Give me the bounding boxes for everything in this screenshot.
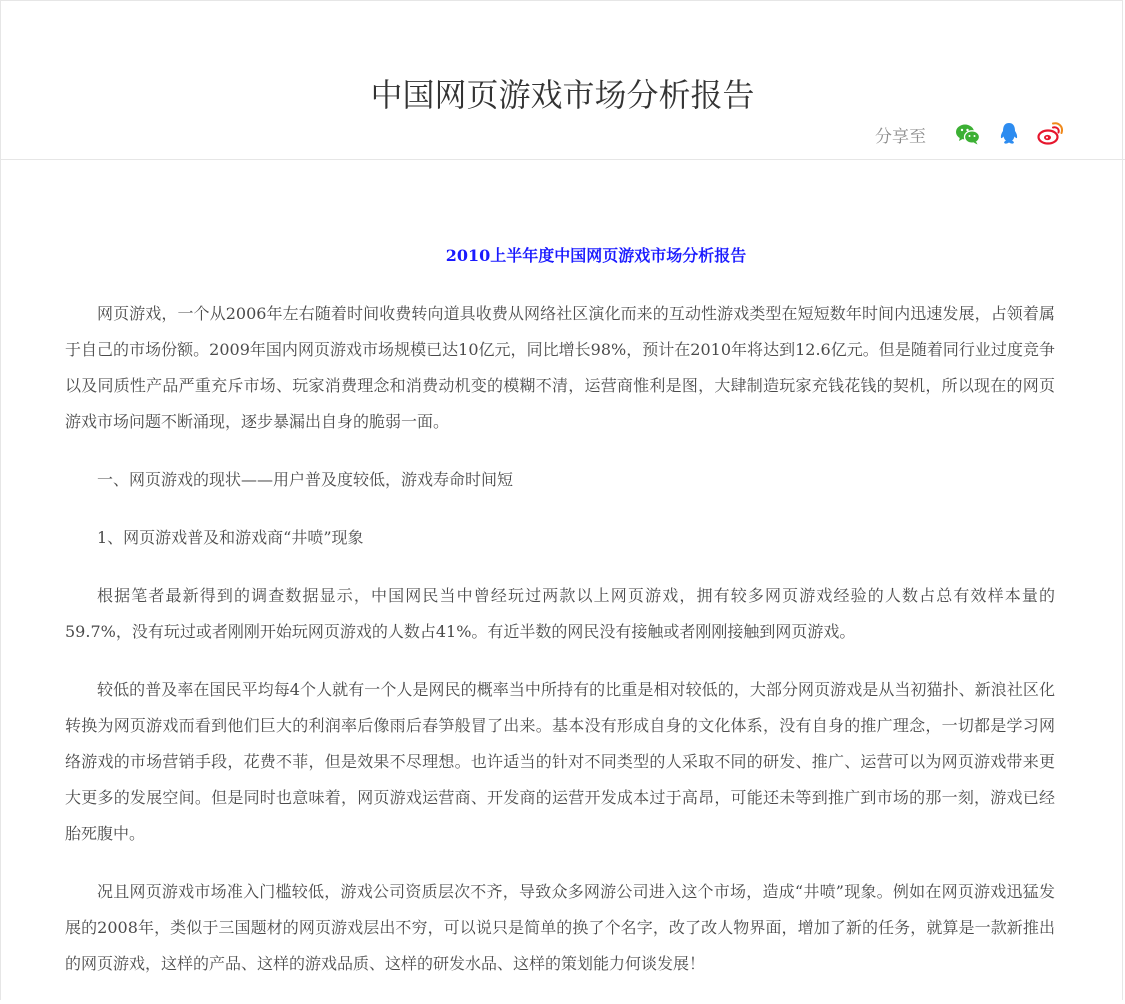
paragraph-intro: 网页游戏，一个从2006年左右随着时间收费转向道具收费从网络社区演化而来的互动性游戏类型在短短数年时间内迅速发展，占领着属于自己的市场份额。2009年国内网页游戏市场规模已达10亿元，同比增长98%，预计在2010年将达到12.6亿元。但是随着同行业过度竞争以及同质性产品严重充斥市场、玩家消费理念和消费动机变的模糊不清，运营商惟利是图，大肆制造玩家充钱花钱的契机，所以现在的网页游戏市场问题不断涌现，逐步暴漏出自身的脆弱一面。 (65, 304, 1055, 431)
page-title: 中国网页游戏市场分析报告 (370, 76, 755, 115)
subsection-heading: 1、网页游戏普及和游戏商“井喷”现象 (97, 528, 364, 547)
share-label: 分享至 (875, 126, 926, 147)
section-heading: 一、网页游戏的现状——用户普及度较低，游戏寿命时间短 (97, 470, 514, 489)
paragraph-penetration: 较低的普及率在国民平均每4个人就有一个人是网民的概率当中所持有的比重是相对较低的，大部分网页游戏是从当初猫扑、新浪社区化转换为网页游戏而看到他们巨大的利润率后像雨后春笋般冒了出来。基本没有形成自身的文化体系，没有自身的推广理念，一切都是学习网络游戏的市场营销手段，花费不菲，但是效果不尽理想。也许适当的针对不同类型的人采取不同的研发、推广、运营可以为网页游戏带来更大更多的发展空间。但是同时也意味着，网页游戏运营商、开发商的运营开发成本过于高昂，可能还未等到推广到市场的那一刻，游戏已经胎死腹中。 (65, 680, 1055, 843)
share-bar (875, 119, 1063, 149)
paragraph-survey: 根据笔者最新得到的调查数据显示，中国网民当中曾经玩过两款以上网页游戏，拥有较多网页游戏经验的人数占总有效样本量的59.7%，没有玩过或者刚刚开始玩网页游戏的人数占41%。有近半数的网民没有接触或者刚刚接触到网页游戏。 (65, 586, 1055, 641)
article-subtitle: 2010上半年度中国网页游戏市场分析报告 (445, 246, 747, 265)
wechat-icon[interactable] (955, 121, 981, 147)
weibo-icon[interactable] (1037, 121, 1063, 147)
article-header (0, 0, 1125, 160)
paragraph-market-entry: 况且网页游戏市场准入门槛较低，游戏公司资质层次不齐，导致众多网游公司进入这个市场，造成“井喷”现象。例如在网页游戏迅猛发展的2008年，类似于三国题材的网页游戏层出不穷，可以说只是简单的换了个名字，改了改人物界面，增加了新的任务，就算是一款新推出的网页游戏，这样的产品、这样的游戏品质、这样的研发水品、这样的策划能力何谈发展！ (65, 882, 1055, 973)
qq-icon[interactable] (996, 121, 1022, 147)
article-body (65, 238, 1055, 1004)
